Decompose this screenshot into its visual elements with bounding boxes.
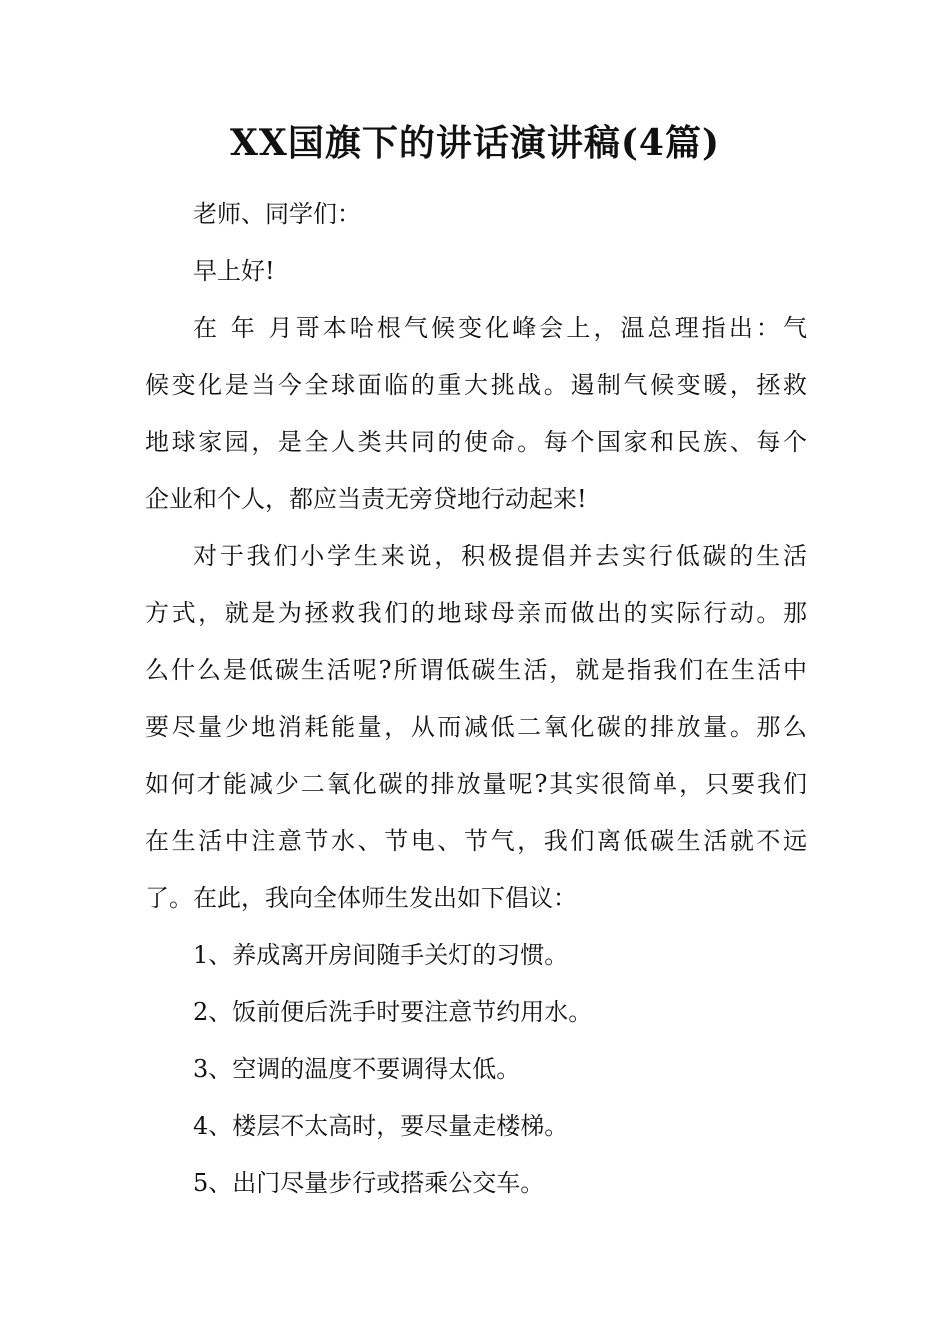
list-item: 2、饭前便后洗手时要注意节约用水。 bbox=[193, 998, 593, 1026]
paragraph-1 bbox=[145, 300, 807, 528]
paragraph-2-line: 要尽量少地消耗能量，从而减低二氧化碳的排放量。那么 bbox=[145, 713, 807, 741]
paragraph-2-line: 了。在此，我向全体师生发出如下倡议： bbox=[145, 884, 577, 912]
paragraph-1-line: 地球家园，是全人类共同的使命。每个国家和民族、每个 bbox=[145, 428, 807, 456]
paragraph-2-line: 对于我们小学生来说，积极提倡并去实行低碳的生活 bbox=[193, 542, 807, 570]
paragraph-1-line: 在 年 月哥本哈根气候变化峰会上，温总理指出：气 bbox=[193, 314, 807, 342]
paragraph-2-line: 么什么是低碳生活呢?所谓低碳生活，就是指我们在生活中 bbox=[145, 656, 807, 684]
paragraph-1-line: 企业和个人，都应当责无旁贷地行动起来! bbox=[145, 485, 587, 513]
paragraph-2-line: 如何才能减少二氧化碳的排放量呢?其实很简单，只要我们 bbox=[145, 770, 807, 798]
salutation-line: 早上好! bbox=[193, 257, 275, 285]
list-item: 4、楼层不太高时，要尽量走楼梯。 bbox=[193, 1112, 569, 1140]
paragraph-2-line: 方式，就是为拯救我们的地球母亲而做出的实际行动。那 bbox=[145, 599, 807, 627]
proposal-list bbox=[145, 927, 807, 1212]
list-item: 5、出门尽量步行或搭乘公交车。 bbox=[193, 1169, 545, 1197]
document-title: XX国旗下的讲话演讲稿(4篇) bbox=[230, 122, 720, 164]
paragraph-2-line: 在生活中注意节水、节电、节气，我们离低碳生活就不远 bbox=[145, 827, 807, 855]
document-body bbox=[145, 186, 807, 1212]
list-item: 1、养成离开房间随手关灯的习惯。 bbox=[193, 941, 569, 969]
paragraph-1-line: 候变化是当今全球面临的重大挑战。遏制气候变暖，拯救 bbox=[145, 371, 807, 399]
list-item: 3、空调的温度不要调得太低。 bbox=[193, 1055, 521, 1083]
paragraph-2 bbox=[145, 528, 807, 927]
greeting-line: 老师、同学们： bbox=[193, 200, 361, 228]
